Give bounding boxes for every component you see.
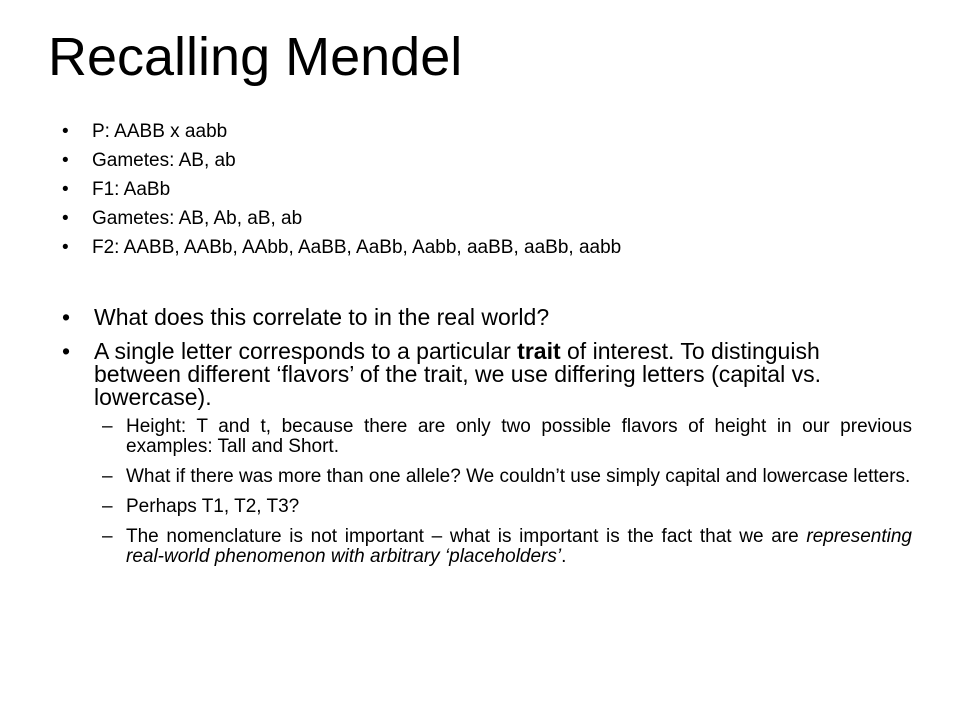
trait-sub-list bbox=[94, 417, 912, 567]
f2-item: • F2: AABB, AABb, AAbb, AaBB, AaBb, Aabb, aaBB, aaBb, aabb bbox=[62, 236, 922, 264]
question-item: • What does this correlate to in the real world? bbox=[62, 306, 912, 329]
genotype-list bbox=[62, 120, 922, 265]
trait-text-after: of interest. To distinguish between different ‘flavors’ of the trait, we use differing letters (capital vs. lowercase). bbox=[94, 338, 821, 410]
nomenclature-text-after: . bbox=[561, 546, 567, 567]
trait-text-bold: trait bbox=[517, 338, 561, 364]
parent-gametes-item: • Gametes: AB, ab bbox=[62, 149, 922, 177]
f1-gametes-item: • Gametes: AB, Ab, aB, ab bbox=[62, 207, 922, 235]
allele-sub-item: – What if there was more than one allele? We couldn’t use simply capital and lowercase letters. bbox=[84, 467, 912, 487]
discussion-list bbox=[62, 306, 912, 578]
slide-title: Recalling Mendel bbox=[48, 27, 463, 87]
parent-cross-item: • P: AABB x aabb bbox=[62, 120, 922, 148]
nomenclature-text-italic: representing real-world phenomenon with arbitrary ‘placeholders’ bbox=[126, 526, 912, 567]
nomenclature-text-before: The nomenclature is not important – what is important is the fact that we are bbox=[126, 526, 807, 547]
perhaps-sub-item: – Perhaps T1, T2, T3? bbox=[84, 497, 912, 517]
height-sub-item: – Height: T and t, because there are only two possible flavors of height in our previous examples: Tall and Short. bbox=[84, 417, 912, 457]
trait-item bbox=[62, 340, 912, 567]
trait-text-before: A single letter corresponds to a particular bbox=[94, 338, 518, 364]
nomenclature-sub-item bbox=[84, 527, 912, 567]
f1-item: • F1: AaBb bbox=[62, 178, 922, 206]
